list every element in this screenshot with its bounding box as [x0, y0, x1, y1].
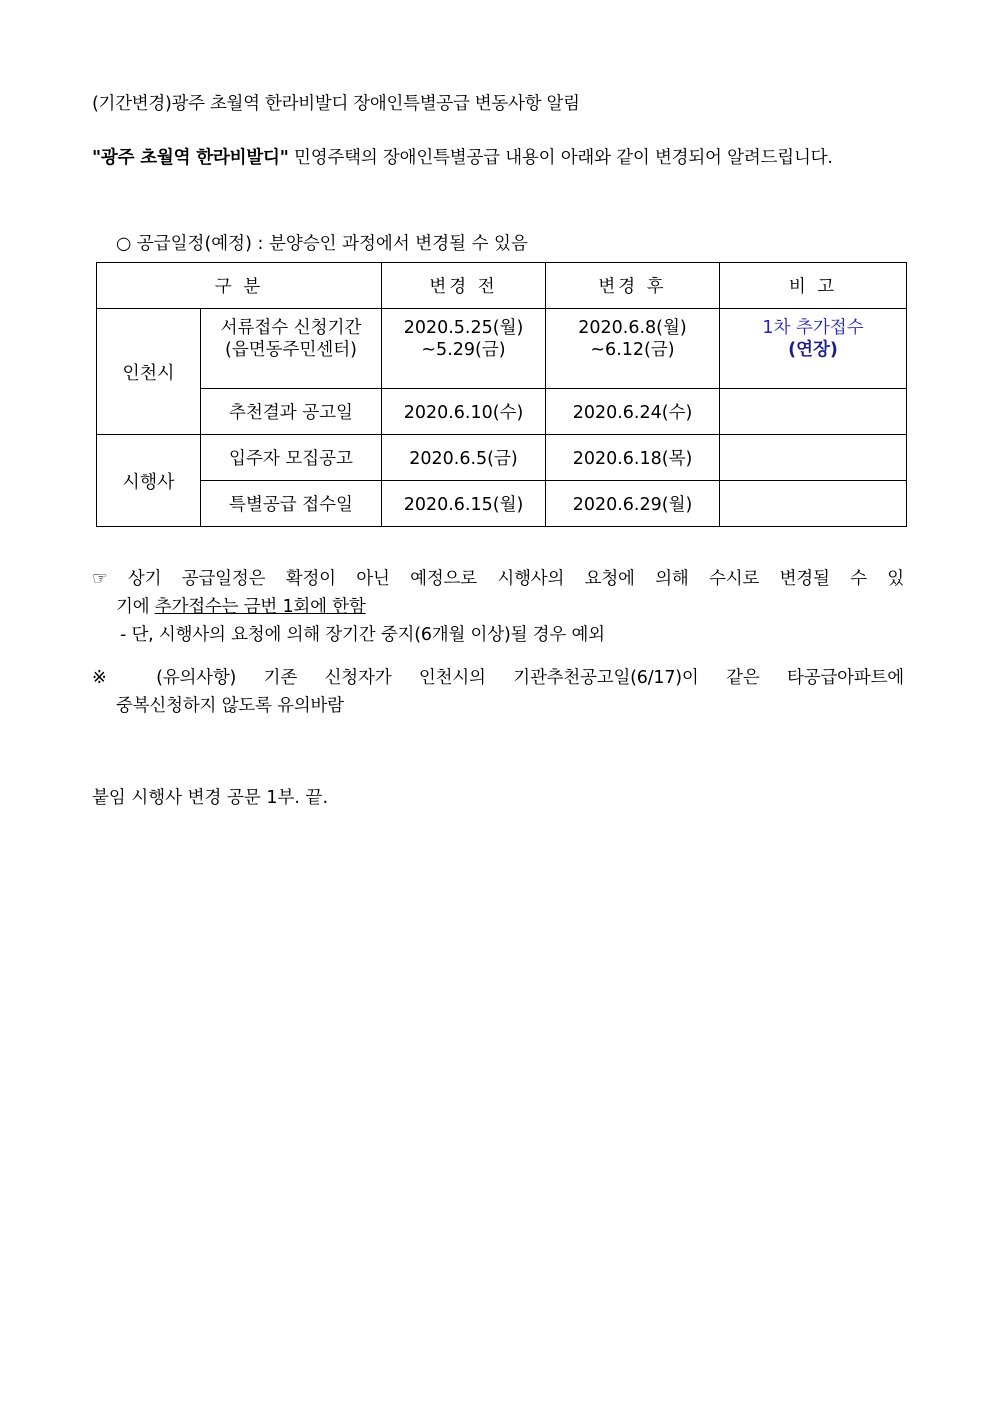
before-cell	[382, 309, 546, 389]
after-cell: 2020.6.24(수)	[546, 389, 720, 435]
note-cell	[720, 389, 907, 435]
after-line: ~6.12(금)	[590, 340, 675, 360]
notice-sub-line: - 단, 시행사의 요청에 의해 장기간 중지(6개월 이상)될 경우 예외	[120, 625, 605, 645]
header-note: 비 고	[720, 263, 907, 309]
header-before: 변경 전	[382, 263, 546, 309]
table-row	[97, 389, 907, 435]
schedule-table	[96, 262, 907, 527]
header-after: 변경 후	[546, 263, 720, 309]
table-row	[97, 435, 907, 481]
notice-line	[92, 593, 904, 621]
item-line: (읍면동주민센터)	[225, 340, 357, 360]
notice-line: ☞ 상기 공급일정은 확정이 아닌 예정으로 시행사의 요청에 의해 수시로 변경될 수 있	[92, 569, 904, 589]
intro-text: 민영주택의 장애인특별공급 내용이 아래와 같이 변경되어 알려드립니다.	[288, 148, 833, 168]
after-cell: 2020.6.18(목)	[546, 435, 720, 481]
item-cell	[201, 309, 382, 389]
header-category: 구 분	[97, 263, 382, 309]
table-header-row	[97, 263, 907, 309]
before-line: ~5.29(금)	[421, 340, 506, 360]
group-incheon: 인천시	[97, 309, 201, 435]
before-cell: 2020.6.15(월)	[382, 481, 546, 527]
attachment-line: 붙임 시행사 변경 공문 1부. 끝.	[92, 788, 329, 808]
item-cell: 추천결과 공고일	[201, 389, 382, 435]
note-cell	[720, 309, 907, 389]
caution-line: ※ (유의사항) 기존 신청자가 인천시의 기관추천공고일(6/17)이 같은 타공급아파트에	[92, 668, 904, 688]
after-cell: 2020.6.29(월)	[546, 481, 720, 527]
item-line: 서류접수 신청기간	[220, 318, 362, 338]
before-line: 2020.5.25(월)	[403, 318, 524, 338]
document-title: (기간변경)광주 초월역 한라비발디 장애인특별공급 변동사항 알림	[92, 94, 580, 114]
notice-text: 기에	[116, 597, 155, 617]
note-line: (연장)	[788, 340, 838, 360]
group-developer: 시행사	[97, 435, 201, 527]
table-row	[97, 481, 907, 527]
caution-notice	[92, 664, 904, 720]
project-name: "광주 초월역 한라비발디"	[92, 148, 289, 168]
schedule-notice	[92, 565, 904, 649]
schedule-heading: ○ 공급일정(예정) : 분양승인 과정에서 변경될 수 있음	[116, 234, 528, 254]
intro-paragraph	[92, 143, 904, 174]
note-cell	[720, 481, 907, 527]
after-line: 2020.6.8(월)	[578, 318, 687, 338]
item-cell: 특별공급 접수일	[201, 481, 382, 527]
note-cell	[720, 435, 907, 481]
caution-line: 중복신청하지 않도록 유의바람	[116, 696, 344, 716]
before-cell: 2020.6.10(수)	[382, 389, 546, 435]
table-row	[97, 309, 907, 389]
item-cell: 입주자 모집공고	[201, 435, 382, 481]
before-cell: 2020.6.5(금)	[382, 435, 546, 481]
after-cell	[546, 309, 720, 389]
note-line: 1차 추가접수	[762, 318, 864, 338]
notice-underlined: 추가접수는 금번 1회에 한함	[154, 597, 366, 617]
